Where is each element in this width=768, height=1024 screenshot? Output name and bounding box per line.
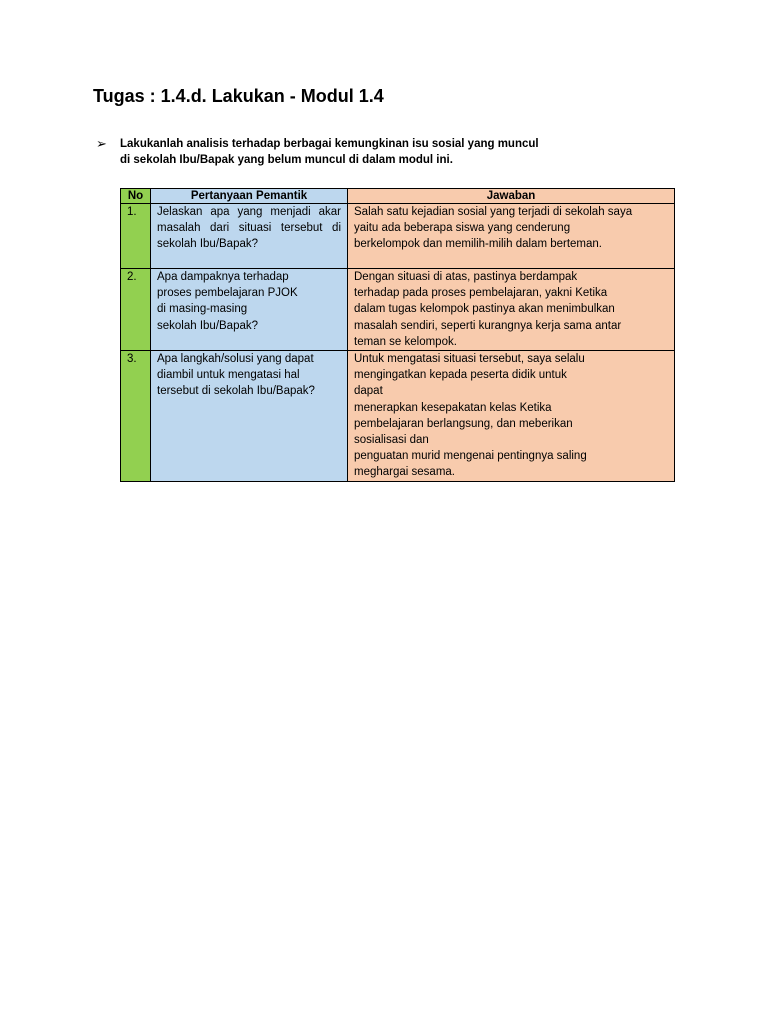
table-row [121, 269, 675, 351]
answer-line: menerapkan kesepakatan kelas Ketika [354, 401, 552, 414]
question-cell [151, 269, 348, 351]
question-line: sekolah Ibu/Bapak? [157, 319, 259, 332]
question-line: proses pembelajaran PJOK [157, 287, 298, 300]
answer-cell [348, 204, 675, 269]
question-line: diambil untuk mengatasi hal [157, 369, 300, 382]
table-header-row [121, 189, 675, 204]
row-number: 1. [121, 204, 151, 269]
question-line: di masing-masing [157, 303, 248, 316]
header-answer: Jawaban [348, 189, 675, 204]
answer-line: Dengan situasi di atas, pastinya berdampak [354, 271, 578, 283]
answer-line: terhadap pada proses pembelajaran, yakni Ketika [354, 287, 608, 300]
arrow-bullet-icon: ➢ [96, 136, 107, 151]
answer-line: mengingatkan kepada peserta didik untuk [354, 369, 567, 382]
answer-line: Salah satu kejadian sosial yang terjadi di sekolah saya [354, 206, 633, 218]
answer-cell [348, 351, 675, 482]
answer-line: meghargai sesama. [354, 466, 455, 479]
header-question: Pertanyaan Pemantik [151, 189, 348, 204]
answer-line: teman se kelompok. [354, 335, 457, 348]
question-cell: Jelaskan apa yang menjadi akar masalah dari situasi tersebut di sekolah Ibu/Bapak? [151, 204, 348, 269]
answer-line: dalam tugas kelompok pastinya akan menimbulkan [354, 303, 615, 316]
question-cell [151, 351, 348, 482]
row-number: 2. [121, 269, 151, 351]
instruction-line: di sekolah Ibu/Bapak yang belum muncul di dalam modul ini. [120, 154, 453, 166]
document-title: Tugas : 1.4.d. Lakukan - Modul 1.4 [93, 86, 384, 106]
answer-line: berkelompok dan memilih-milih dalam berteman. [354, 238, 602, 251]
question-answer-table [120, 188, 675, 482]
instruction-text [120, 136, 539, 168]
question-line: Apa langkah/solusi yang dapat [157, 353, 314, 366]
answer-line: yaitu ada beberapa siswa yang cenderung [354, 222, 571, 235]
header-no: No [121, 189, 151, 204]
instruction-line: Lakukanlah analisis terhadap berbagai kemungkinan isu sosial yang muncul [120, 138, 539, 150]
answer-line: Untuk mengatasi situasi tersebut, saya selalu [354, 353, 585, 366]
row-number: 3. [121, 351, 151, 482]
instruction-bullet [96, 136, 616, 168]
answer-line: pembelajaran berlangsung, dan meberikan [354, 417, 573, 430]
question-line: tersebut di sekolah Ibu/Bapak? [157, 385, 315, 398]
answer-line: masalah sendiri, seperti kurangnya kerja sama antar [354, 319, 622, 332]
answer-line: sosialisasi dan [354, 434, 429, 447]
table-row [121, 351, 675, 482]
answer-line: dapat [354, 385, 383, 398]
question-line: Apa dampaknya terhadap [157, 271, 289, 283]
table-row [121, 204, 675, 269]
answer-line: penguatan murid mengenai pentingnya saling [354, 450, 587, 463]
answer-cell [348, 269, 675, 351]
